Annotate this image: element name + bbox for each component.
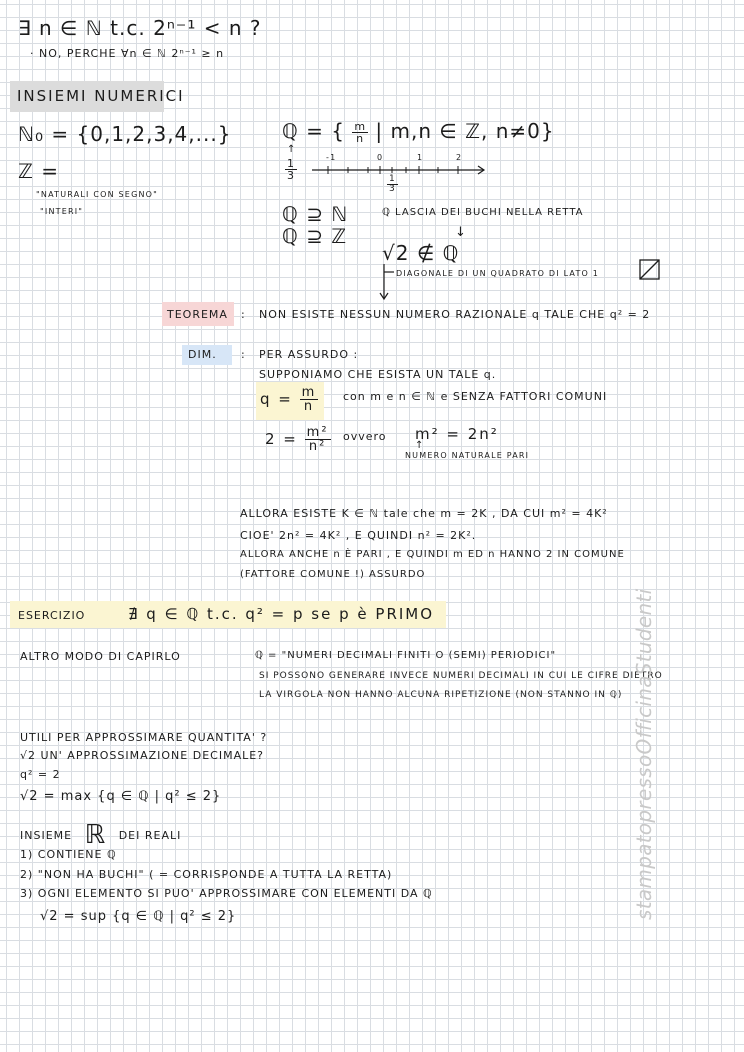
down-arrow-icon: ↓ <box>455 225 467 240</box>
dim-line2: SUPPONIAMO CHE ESISTA UN TALE q. <box>259 368 497 381</box>
dim-m2: m² = 2n² <box>415 425 499 443</box>
teorema-label: TEOREMA <box>167 308 228 321</box>
intro-question: ∃ n ∈ ℕ t.c. 2ⁿ⁻¹ < n ? <box>18 16 262 40</box>
axis-point-fraction: $\frac{1}{3}$ <box>389 174 396 194</box>
dim-line6: ALLORA ANCHE n È PARI , E QUINDI m ED n HANNO 2 IN COMUNE <box>240 549 625 560</box>
reali-l4: √2 = max {q ∈ ℚ | q² ≤ 2} <box>20 789 222 804</box>
reali-l7: 2) "NON HA BUCHI" ( = CORRISPONDE A TUTTA LA RETTA) <box>20 868 393 881</box>
intro-answer: · NO, PERCHE ∀n ∈ ℕ 2ⁿ⁻¹ ≥ n <box>30 47 225 60</box>
dim-nat-pari: NUMERO NATURALE PARI <box>405 451 530 460</box>
diagonal-note: DIAGONALE DI UN QUADRATO DI LATO 1 <box>396 269 600 278</box>
axis-tick-label: 1 <box>417 153 424 162</box>
dim-sep: : <box>241 348 246 361</box>
holes-note: ℚ LASCIA DEI BUCHI NELLA RETTA <box>382 207 584 218</box>
number-line <box>312 153 512 186</box>
dim-line5: CIOE' 2n² = 4K² , E QUINDI n² = 2K². <box>240 529 477 542</box>
reali-l2: √2 UN' APPROSSIMAZIONE DECIMALE? <box>20 749 265 762</box>
reali-l1: UTILI PER APPROSSIMARE QUANTITA' ? <box>20 731 268 744</box>
side-arrow-icon: ↑ <box>287 144 297 155</box>
esercizio-label: ESERCIZIO <box>18 609 86 622</box>
dim-line7: (FATTORE COMUNE !) ASSURDO <box>240 569 426 580</box>
esercizio-text: ∄ q ∈ ℚ t.c. q² = p se p è PRIMO <box>128 605 435 623</box>
reali-l3: q² = 2 <box>20 768 61 781</box>
axis-tick-label: 0 <box>377 153 384 162</box>
reali-l6: 1) CONTIENE ℚ <box>20 848 117 861</box>
altro-modo-q-def: ℚ = "NUMERI DECIMALI FINITI O (SEMI) PERIODICI" <box>255 650 557 661</box>
altro-modo-line2: SI POSSONO GENERARE INVECE NUMERI DECIMALI IN CUI LE CIFRE DIETRO <box>259 671 663 681</box>
axis-tick-label: -1 <box>326 153 337 162</box>
section-title: INSIEMI NUMERICI <box>17 87 185 105</box>
rationals-def: ℚ = { $\frac{m}{n}$ | m,n ∈ ℤ, n≠0} <box>282 119 555 145</box>
up-arrow-icon: ↑ <box>415 440 425 451</box>
altro-modo-line3: LA VIRGOLA NON HANNO ALCUNA RIPETIZIONE (NON STANNO IN ℚ) <box>259 690 623 700</box>
altro-modo-label: ALTRO MODO DI CAPIRLO <box>20 650 181 663</box>
teorema-text: NON ESISTE NESSUN NUMERO RAZIONALE q TALE CHE q² = 2 <box>259 308 651 321</box>
dim-two-fraction: 2 = $\frac{\text{m²}}{\text{n²}}$ <box>265 425 329 454</box>
dim-ovvero: ovvero <box>343 430 387 443</box>
naturals-def: ℕ₀ = {0,1,2,3,4,...} <box>18 122 232 146</box>
q-superset-z: ℚ ⊇ ℤ <box>282 224 348 248</box>
reali-l5: INSIEME ℝ DEI REALI <box>20 820 182 850</box>
dim-q-fraction: q = $\frac{m}{n}$ <box>260 385 317 414</box>
dim-line3: con m e n ∈ ℕ e SENZA FATTORI COMUNI <box>343 390 608 403</box>
watermark: stampatopressoOfficinaStudenti <box>632 588 656 920</box>
integers-symbol: ℤ = <box>18 159 60 183</box>
side-fraction: $\frac{1}{3}$ <box>287 157 295 182</box>
axis-tick-label: 2 <box>456 153 463 162</box>
dim-line4: ALLORA ESISTE K ∈ ℕ tale che m = 2K , DA CUI m² = 4K² <box>240 507 608 520</box>
teorema-sep: : <box>241 308 246 321</box>
sqrt2-not-in-q: √2 ∉ ℚ <box>382 241 460 265</box>
dim-label: DIM. <box>188 348 217 361</box>
diagonal-square-icon <box>639 259 661 281</box>
q-superset-n: ℚ ⊇ ℕ <box>282 202 349 226</box>
reali-l8: 3) OGNI ELEMENTO SI PUO' APPROSSIMARE CON ELEMENTI DA ℚ <box>20 887 433 900</box>
reali-l9: √2 = sup {q ∈ ℚ | q² ≤ 2} <box>40 909 237 924</box>
dim-line1: PER ASSURDO : <box>259 348 359 361</box>
integers-note-2: "INTERI" <box>40 207 84 216</box>
integers-note-1: "NATURALI CON SEGNO" <box>36 190 159 199</box>
